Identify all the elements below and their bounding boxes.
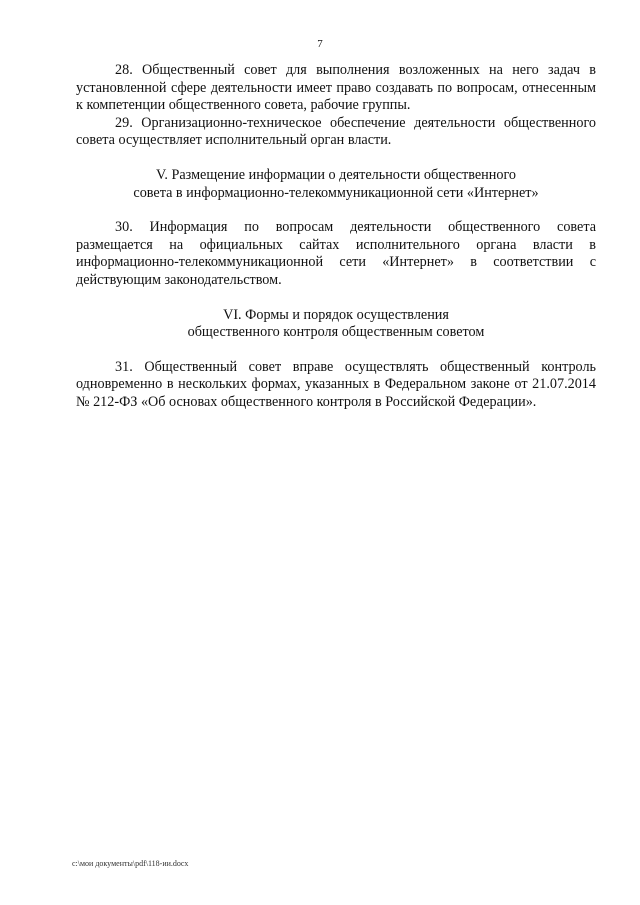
paragraph-29: 29. Организационно-техническое обеспечение деятельности общественного совета осуществляет исполнительный орган власти. (76, 114, 596, 149)
section-v-heading (76, 167, 596, 202)
section-vi-title-line-1: VI. Формы и порядок осуществления (223, 306, 449, 323)
document-body (76, 62, 596, 412)
footer-file-path: c:\мои документы\pdf\118-ии.docx (72, 859, 189, 868)
page-number: 7 (317, 38, 323, 50)
paragraph-30: 30. Информация по вопросам деятельности общественного совета размещается на официальных сайтах исполнительного органа власти в информационно-телекоммуникационной сети «Интернет» в соответствии с действующим законодательством. (76, 219, 596, 288)
paragraph-28: 28. Общественный совет для выполнения возложенных на него задач в установленной сфере деятельности имеет право создавать по вопросам, отнесенным к компетенции общественного совета, рабочие группы. (76, 62, 596, 114)
section-vi-title-line-2: общественного контроля общественным советом (187, 324, 485, 341)
section-vi-heading (76, 307, 596, 342)
paragraph-31: 31. Общественный совет вправе осуществлять общественный контроль одновременно в нескольких формах, указанных в Федеральном законе от 21.07.2014 № 212-ФЗ «Об основах общественного контроля в Российской Федерации». (76, 358, 596, 410)
section-v-title-line-2: совета в информационно-телекоммуникационной сети «Интернет» (133, 184, 539, 201)
section-v-title-line-1: V. Размещение информации о деятельности общественного (155, 166, 517, 183)
